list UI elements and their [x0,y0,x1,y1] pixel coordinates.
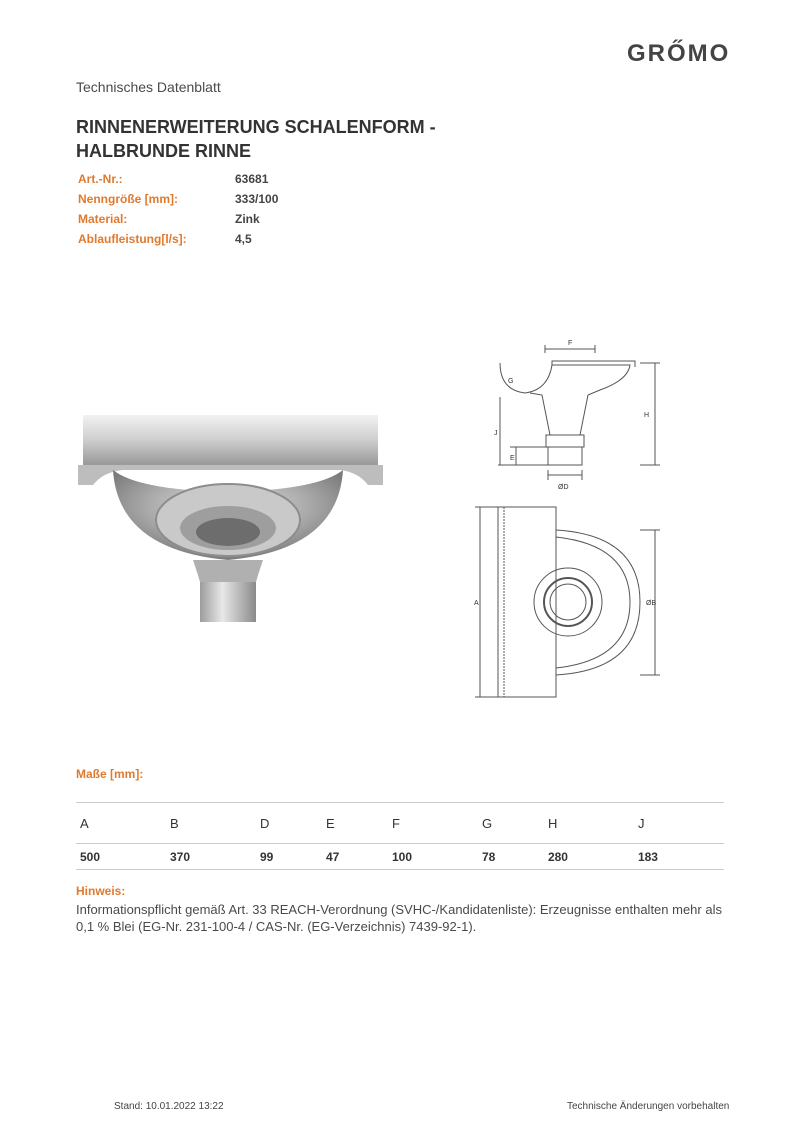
title-line-1: RINNENERWEITERUNG SCHALENFORM - [76,117,436,137]
footer-disclaimer: Technische Änderungen vorbehalten [567,1101,730,1112]
table-row [76,844,724,870]
column-header: H [544,803,634,844]
table-cell: 183 [634,844,724,870]
table-cell: 370 [166,844,256,870]
table-cell: 280 [544,844,634,870]
product-title [76,115,556,163]
drawing-label-E: E [510,455,515,462]
table-cell: 47 [322,844,388,870]
dimensions-table [76,802,724,870]
column-header: G [478,803,544,844]
table-cell: 500 [76,844,166,870]
brand-logo: GRŐMO [627,40,731,67]
spec-label: Nenngröße [mm]: [78,192,178,206]
column-header: E [322,803,388,844]
spec-list [78,172,278,252]
dimensions-label: Maße [mm]: [76,767,144,781]
spec-label: Ablaufleistung[l/s]: [78,232,187,246]
column-header: B [166,803,256,844]
drawing-label-F: F [568,340,573,347]
table-cell: 100 [388,844,478,870]
spec-value: 63681 [235,172,269,186]
column-header: J [634,803,724,844]
technical-drawing [470,335,670,705]
drawing-label-B: ØB [646,600,657,607]
drawing-label-J: J [494,430,498,437]
hint-label: Hinweis: [76,884,126,898]
column-header: A [76,803,166,844]
spec-row-article [78,172,278,192]
table-header-row [76,803,724,844]
table-cell: 99 [256,844,322,870]
spec-label: Art.-Nr.: [78,172,123,186]
spec-row-size [78,192,278,212]
spec-label: Material: [78,212,128,226]
product-photo [78,410,388,625]
spec-value: Zink [235,212,260,226]
spec-value: 4,5 [235,232,252,246]
spec-row-material [78,212,278,232]
title-line-2: HALBRUNDE RINNE [76,141,251,161]
document-type: Technisches Datenblatt [76,79,221,95]
footer-date: Stand: 10.01.2022 13:22 [114,1101,224,1112]
table-cell: 78 [478,844,544,870]
spec-row-flow [78,232,278,252]
drawing-label-G: G [508,378,514,385]
column-header: D [256,803,322,844]
hint-text: Informationspflicht gemäß Art. 33 REACH-Verordnung (SVHC-/Kandidatenliste): Erzeugnisse enthalten mehr als 0,1 % Blei (EG-Nr. 231-100-4 / CAS-Nr. (EG-Verzeichnis) 7439-92-1). [76,902,722,934]
drawing-label-D: ØD [558,484,569,491]
column-header: F [388,803,478,844]
spec-value: 333/100 [235,192,279,206]
drawing-label-A: A [474,600,479,607]
drawing-label-H: H [644,412,650,419]
